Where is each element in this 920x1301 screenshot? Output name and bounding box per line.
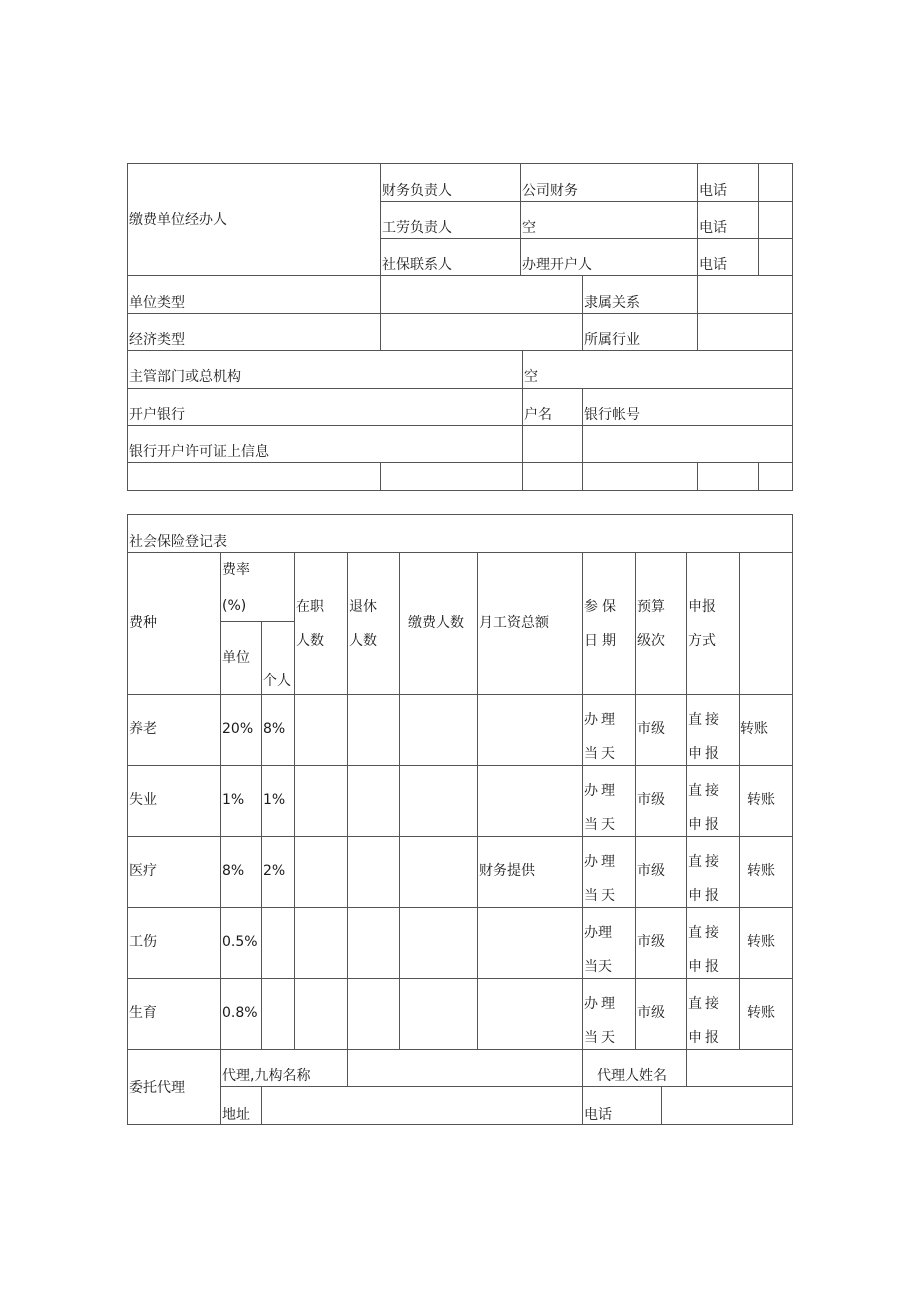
row-payment: 转账 <box>747 792 775 808</box>
finance-head-value: 公司财务 <box>522 183 578 199</box>
agency-phone-label: 电话 <box>584 1107 612 1123</box>
table1-border <box>128 164 793 491</box>
phone-label-3: 电话 <box>699 257 727 273</box>
header-unit: 单位 <box>222 650 250 666</box>
row-payment: 转账 <box>747 863 775 879</box>
header-monthly-wage: 月工资总额 <box>479 615 549 631</box>
row-declare-method: 直接申报 <box>688 925 722 975</box>
row-budget-level: 市级 <box>637 934 665 950</box>
row-personal-rate: 8% <box>263 721 286 737</box>
row-declare-method: 直接申报 <box>688 854 722 904</box>
labor-head-label: 工劳负责人 <box>382 220 452 236</box>
header-personal: 个人 <box>263 673 291 689</box>
row-enroll-date: 办理当天 <box>584 996 618 1046</box>
row-type: 工伤 <box>129 934 157 950</box>
row-enroll-date: 办理当天 <box>584 854 618 904</box>
header-fee-type: 费种 <box>129 615 157 631</box>
row-type: 失业 <box>129 792 157 808</box>
row-enroll-date: 办理当天 <box>584 783 618 833</box>
labor-head-value: 空 <box>522 220 536 236</box>
header-budget-level: 预算级次 <box>637 599 665 649</box>
supervisor-value: 空 <box>524 369 538 385</box>
row-unit-rate: 1% <box>222 792 245 808</box>
unit-type-label: 单位类型 <box>129 295 185 311</box>
row-declare-method: 直接申报 <box>688 712 722 762</box>
agency-org-name-label: 代理,九构名称 <box>222 1068 311 1084</box>
header-rate: 费率 <box>222 562 250 578</box>
row-type: 养老 <box>129 721 157 737</box>
row-declare-method: 直接申报 <box>688 996 722 1046</box>
row-unit-rate: 0.5% <box>222 934 258 950</box>
row-enroll-date: 办理当天 <box>584 925 612 975</box>
header-declare-method: 申报方式 <box>688 599 716 649</box>
bank-label: 开户银行 <box>129 407 185 423</box>
account-name-label: 户名 <box>524 407 552 423</box>
row-unit-rate: 0.8% <box>222 1005 258 1021</box>
row-unit-rate: 20% <box>222 721 254 737</box>
row-budget-level: 市级 <box>637 792 665 808</box>
header-employed: 在职人数 <box>296 599 324 649</box>
license-info-label: 银行开户许可证上信息 <box>129 444 269 460</box>
header-retired: 退休人数 <box>349 599 377 649</box>
row-unit-rate: 8% <box>222 863 245 879</box>
phone-label-2: 电话 <box>699 220 727 236</box>
row-personal-rate: 2% <box>263 863 286 879</box>
social-contact-value: 办理开户人 <box>522 257 592 273</box>
agent-name-label: 代理人姓名 <box>597 1068 667 1084</box>
row-declare-method: 直接申报 <box>688 783 722 833</box>
row-budget-level: 市级 <box>637 863 665 879</box>
row-personal-rate: 1% <box>263 792 286 808</box>
row-payment: 转账 <box>740 721 768 737</box>
payer-agent-label: 缴费单位经办人 <box>129 212 227 228</box>
table2-title: 社会保险登记表 <box>129 534 227 550</box>
industry-label: 所属行业 <box>584 332 640 348</box>
row-payment: 转账 <box>747 934 775 950</box>
economic-type-label: 经济类型 <box>129 332 185 348</box>
row-budget-level: 市级 <box>637 1005 665 1021</box>
agency-label: 委托代理 <box>129 1080 185 1096</box>
row-payment: 转账 <box>747 1005 775 1021</box>
header-enroll-date: 参保日期 <box>584 599 620 649</box>
row-enroll-date: 办理当天 <box>584 712 618 762</box>
header-contributors: 缴费人数 <box>408 615 464 631</box>
supervisor-label: 主管部门或总机构 <box>129 369 241 385</box>
row-wage: 财务提供 <box>479 863 535 879</box>
social-contact-label: 社保联系人 <box>382 257 452 273</box>
account-no-label: 银行帐号 <box>584 407 640 423</box>
row-budget-level: 市级 <box>637 721 665 737</box>
agency-address-label: 地址 <box>222 1107 250 1123</box>
affiliation-label: 隶属关系 <box>584 295 640 311</box>
header-rate-unit: (%) <box>222 598 247 614</box>
phone-label-1: 电话 <box>699 183 727 199</box>
finance-head-label: 财务负责人 <box>382 183 452 199</box>
row-type: 生育 <box>129 1005 157 1021</box>
row-type: 医疗 <box>129 863 157 879</box>
